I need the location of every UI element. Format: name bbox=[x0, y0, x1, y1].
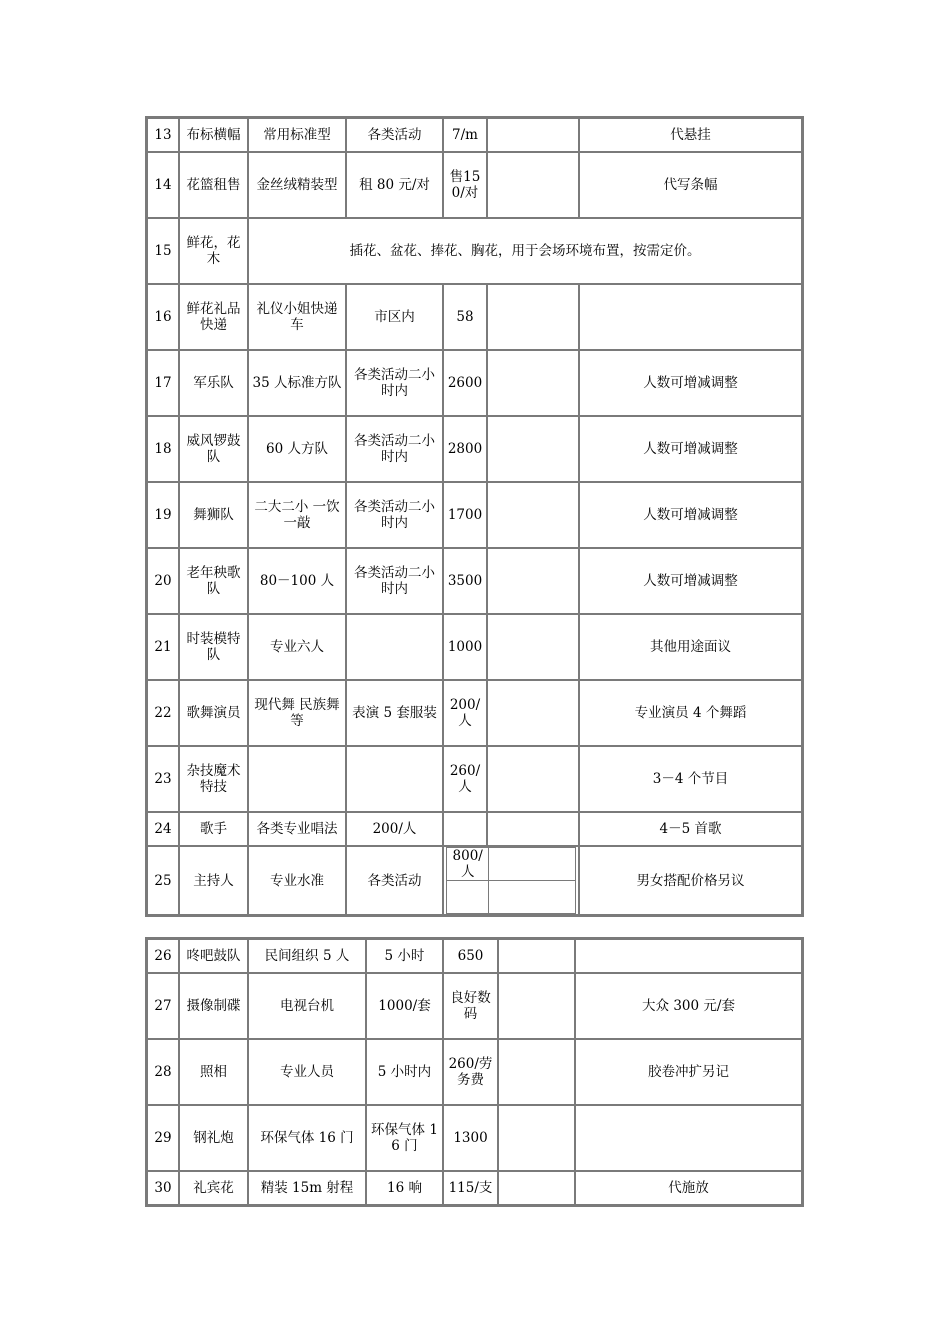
item-price: 2600 bbox=[443, 350, 487, 416]
item-name: 时装模特队 bbox=[179, 614, 248, 680]
item-name: 主持人 bbox=[179, 846, 248, 915]
item-scope: 1000/套 bbox=[366, 973, 443, 1039]
item-price: 1300 bbox=[443, 1105, 498, 1171]
item-scope: 5 小时内 bbox=[366, 1039, 443, 1105]
price-subtable bbox=[446, 847, 576, 914]
item-note: 4－5 首歌 bbox=[579, 812, 802, 846]
row-number: 15 bbox=[147, 218, 179, 284]
item-spec: 金丝绒精装型 bbox=[248, 152, 346, 218]
item-note bbox=[579, 284, 802, 350]
blank-cell bbox=[498, 1039, 575, 1105]
item-spec bbox=[248, 746, 346, 812]
row-number: 28 bbox=[147, 1039, 179, 1105]
item-note: 人数可增减调整 bbox=[579, 482, 802, 548]
item-scope: 各类活动二小时内 bbox=[346, 548, 443, 614]
item-spec: 80－100 人 bbox=[248, 548, 346, 614]
table-row bbox=[147, 1105, 802, 1171]
blank-cell bbox=[487, 482, 579, 548]
item-price: 良好数码 bbox=[443, 973, 498, 1039]
item-name: 歌舞演员 bbox=[179, 680, 248, 746]
row-number: 23 bbox=[147, 746, 179, 812]
item-scope: 表演 5 套服装 bbox=[346, 680, 443, 746]
item-note: 人数可增减调整 bbox=[579, 416, 802, 482]
item-price: 800/人 bbox=[447, 848, 489, 881]
item-note: 专业演员 4 个舞蹈 bbox=[579, 680, 802, 746]
item-price: 260/劳务费 bbox=[443, 1039, 498, 1105]
item-scope: 各类活动 bbox=[346, 846, 443, 915]
item-spec: 环保气体 16 门 bbox=[248, 1105, 366, 1171]
row-number: 30 bbox=[147, 1171, 179, 1205]
blank-cell bbox=[487, 284, 579, 350]
price-subgrid bbox=[443, 846, 579, 915]
item-scope: 租 80 元/对 bbox=[346, 152, 443, 218]
row-number: 24 bbox=[147, 812, 179, 846]
sub-row bbox=[447, 848, 576, 881]
blank-cell bbox=[487, 416, 579, 482]
item-note: 胶卷冲扩另记 bbox=[575, 1039, 802, 1105]
row-number: 13 bbox=[147, 118, 179, 152]
table-row bbox=[147, 152, 802, 218]
item-price: 1700 bbox=[443, 482, 487, 548]
item-spec: 专业人员 bbox=[248, 1039, 366, 1105]
item-note: 人数可增减调整 bbox=[579, 548, 802, 614]
item-price: 58 bbox=[443, 284, 487, 350]
blank-cell bbox=[447, 881, 489, 914]
blank-cell bbox=[498, 939, 575, 973]
row-number: 18 bbox=[147, 416, 179, 482]
sub-row bbox=[447, 881, 576, 914]
item-price: 650 bbox=[443, 939, 498, 973]
table-row bbox=[147, 218, 802, 284]
item-spec: 专业六人 bbox=[248, 614, 346, 680]
blank-cell bbox=[498, 973, 575, 1039]
item-spec: 礼仪小姐快递车 bbox=[248, 284, 346, 350]
item-note: 3－4 个节目 bbox=[579, 746, 802, 812]
item-price: 3500 bbox=[443, 548, 487, 614]
service-price-table-2 bbox=[145, 937, 804, 1207]
item-name: 礼宾花 bbox=[179, 1171, 248, 1205]
blank-cell bbox=[487, 152, 579, 218]
item-name: 布标横幅 bbox=[179, 118, 248, 152]
item-note: 代施放 bbox=[575, 1171, 802, 1205]
table-row bbox=[147, 1039, 802, 1105]
row-number: 27 bbox=[147, 973, 179, 1039]
blank-cell bbox=[487, 350, 579, 416]
item-spec: 专业水准 bbox=[248, 846, 346, 915]
blank-cell bbox=[487, 680, 579, 746]
row-number: 26 bbox=[147, 939, 179, 973]
blank-cell bbox=[489, 881, 576, 914]
item-scope: 环保气体 16 门 bbox=[366, 1105, 443, 1171]
item-name: 咚吧鼓队 bbox=[179, 939, 248, 973]
table-row bbox=[147, 482, 802, 548]
item-scope bbox=[346, 746, 443, 812]
item-name: 杂技魔术特技 bbox=[179, 746, 248, 812]
item-name: 军乐队 bbox=[179, 350, 248, 416]
item-name: 钢礼炮 bbox=[179, 1105, 248, 1171]
item-scope: 各类活动二小时内 bbox=[346, 350, 443, 416]
merged-description: 插花、盆花、捧花、胸花，用于会场环境布置，按需定价。 bbox=[248, 218, 802, 284]
table-row bbox=[147, 1171, 802, 1205]
item-spec: 35 人标准方队 bbox=[248, 350, 346, 416]
row-number: 19 bbox=[147, 482, 179, 548]
blank-cell bbox=[487, 812, 579, 846]
item-price: 260/人 bbox=[443, 746, 487, 812]
table-row bbox=[147, 846, 802, 915]
item-price: 1000 bbox=[443, 614, 487, 680]
table-row bbox=[147, 680, 802, 746]
row-number: 22 bbox=[147, 680, 179, 746]
table-row bbox=[147, 939, 802, 973]
item-price: 200/人 bbox=[443, 680, 487, 746]
table-row bbox=[147, 416, 802, 482]
item-note: 大众 300 元/套 bbox=[575, 973, 802, 1039]
row-number: 21 bbox=[147, 614, 179, 680]
item-spec: 常用标准型 bbox=[248, 118, 346, 152]
item-note: 人数可增减调整 bbox=[579, 350, 802, 416]
blank-cell bbox=[487, 118, 579, 152]
table-row bbox=[147, 118, 802, 152]
item-price bbox=[443, 812, 487, 846]
table-row bbox=[147, 973, 802, 1039]
row-number: 25 bbox=[147, 846, 179, 915]
item-name: 舞狮队 bbox=[179, 482, 248, 548]
item-scope: 各类活动 bbox=[346, 118, 443, 152]
table-row bbox=[147, 350, 802, 416]
item-spec: 各类专业唱法 bbox=[248, 812, 346, 846]
item-name: 老年秧歌队 bbox=[179, 548, 248, 614]
item-spec: 60 人方队 bbox=[248, 416, 346, 482]
item-scope: 各类活动二小时内 bbox=[346, 416, 443, 482]
item-spec: 民间组织 5 人 bbox=[248, 939, 366, 973]
table-row bbox=[147, 746, 802, 812]
row-number: 20 bbox=[147, 548, 179, 614]
item-scope bbox=[346, 614, 443, 680]
item-spec: 精装 15m 射程 bbox=[248, 1171, 366, 1205]
item-scope: 各类活动二小时内 bbox=[346, 482, 443, 548]
table-row bbox=[147, 614, 802, 680]
item-scope: 16 响 bbox=[366, 1171, 443, 1205]
item-name: 歌手 bbox=[179, 812, 248, 846]
row-number: 29 bbox=[147, 1105, 179, 1171]
item-note bbox=[575, 1105, 802, 1171]
item-price: 7/m bbox=[443, 118, 487, 152]
blank-cell bbox=[487, 746, 579, 812]
blank-cell bbox=[489, 848, 576, 881]
item-note: 代写条幅 bbox=[579, 152, 802, 218]
table-row bbox=[147, 284, 802, 350]
item-name: 威风锣鼓队 bbox=[179, 416, 248, 482]
item-name: 摄像制碟 bbox=[179, 973, 248, 1039]
item-scope: 5 小时 bbox=[366, 939, 443, 973]
item-note: 男女搭配价格另议 bbox=[579, 846, 802, 915]
item-scope: 200/人 bbox=[346, 812, 443, 846]
item-name: 照相 bbox=[179, 1039, 248, 1105]
item-name: 鲜花礼品快递 bbox=[179, 284, 248, 350]
item-price: 2800 bbox=[443, 416, 487, 482]
item-price: 售150/对 bbox=[443, 152, 487, 218]
item-scope: 市区内 bbox=[346, 284, 443, 350]
row-number: 16 bbox=[147, 284, 179, 350]
blank-cell bbox=[487, 614, 579, 680]
item-note: 代悬挂 bbox=[579, 118, 802, 152]
item-name: 鲜花，花木 bbox=[179, 218, 248, 284]
item-spec: 电视台机 bbox=[248, 973, 366, 1039]
blank-cell bbox=[498, 1105, 575, 1171]
table-row bbox=[147, 812, 802, 846]
service-price-table-1 bbox=[145, 116, 804, 917]
item-price: 115/支 bbox=[443, 1171, 498, 1205]
row-number: 14 bbox=[147, 152, 179, 218]
row-number: 17 bbox=[147, 350, 179, 416]
blank-cell bbox=[487, 548, 579, 614]
item-note: 其他用途面议 bbox=[579, 614, 802, 680]
item-spec: 现代舞 民族舞等 bbox=[248, 680, 346, 746]
item-note bbox=[575, 939, 802, 973]
table-row bbox=[147, 548, 802, 614]
blank-cell bbox=[498, 1171, 575, 1205]
item-name: 花篮租售 bbox=[179, 152, 248, 218]
item-spec: 二大二小 一饮一敲 bbox=[248, 482, 346, 548]
